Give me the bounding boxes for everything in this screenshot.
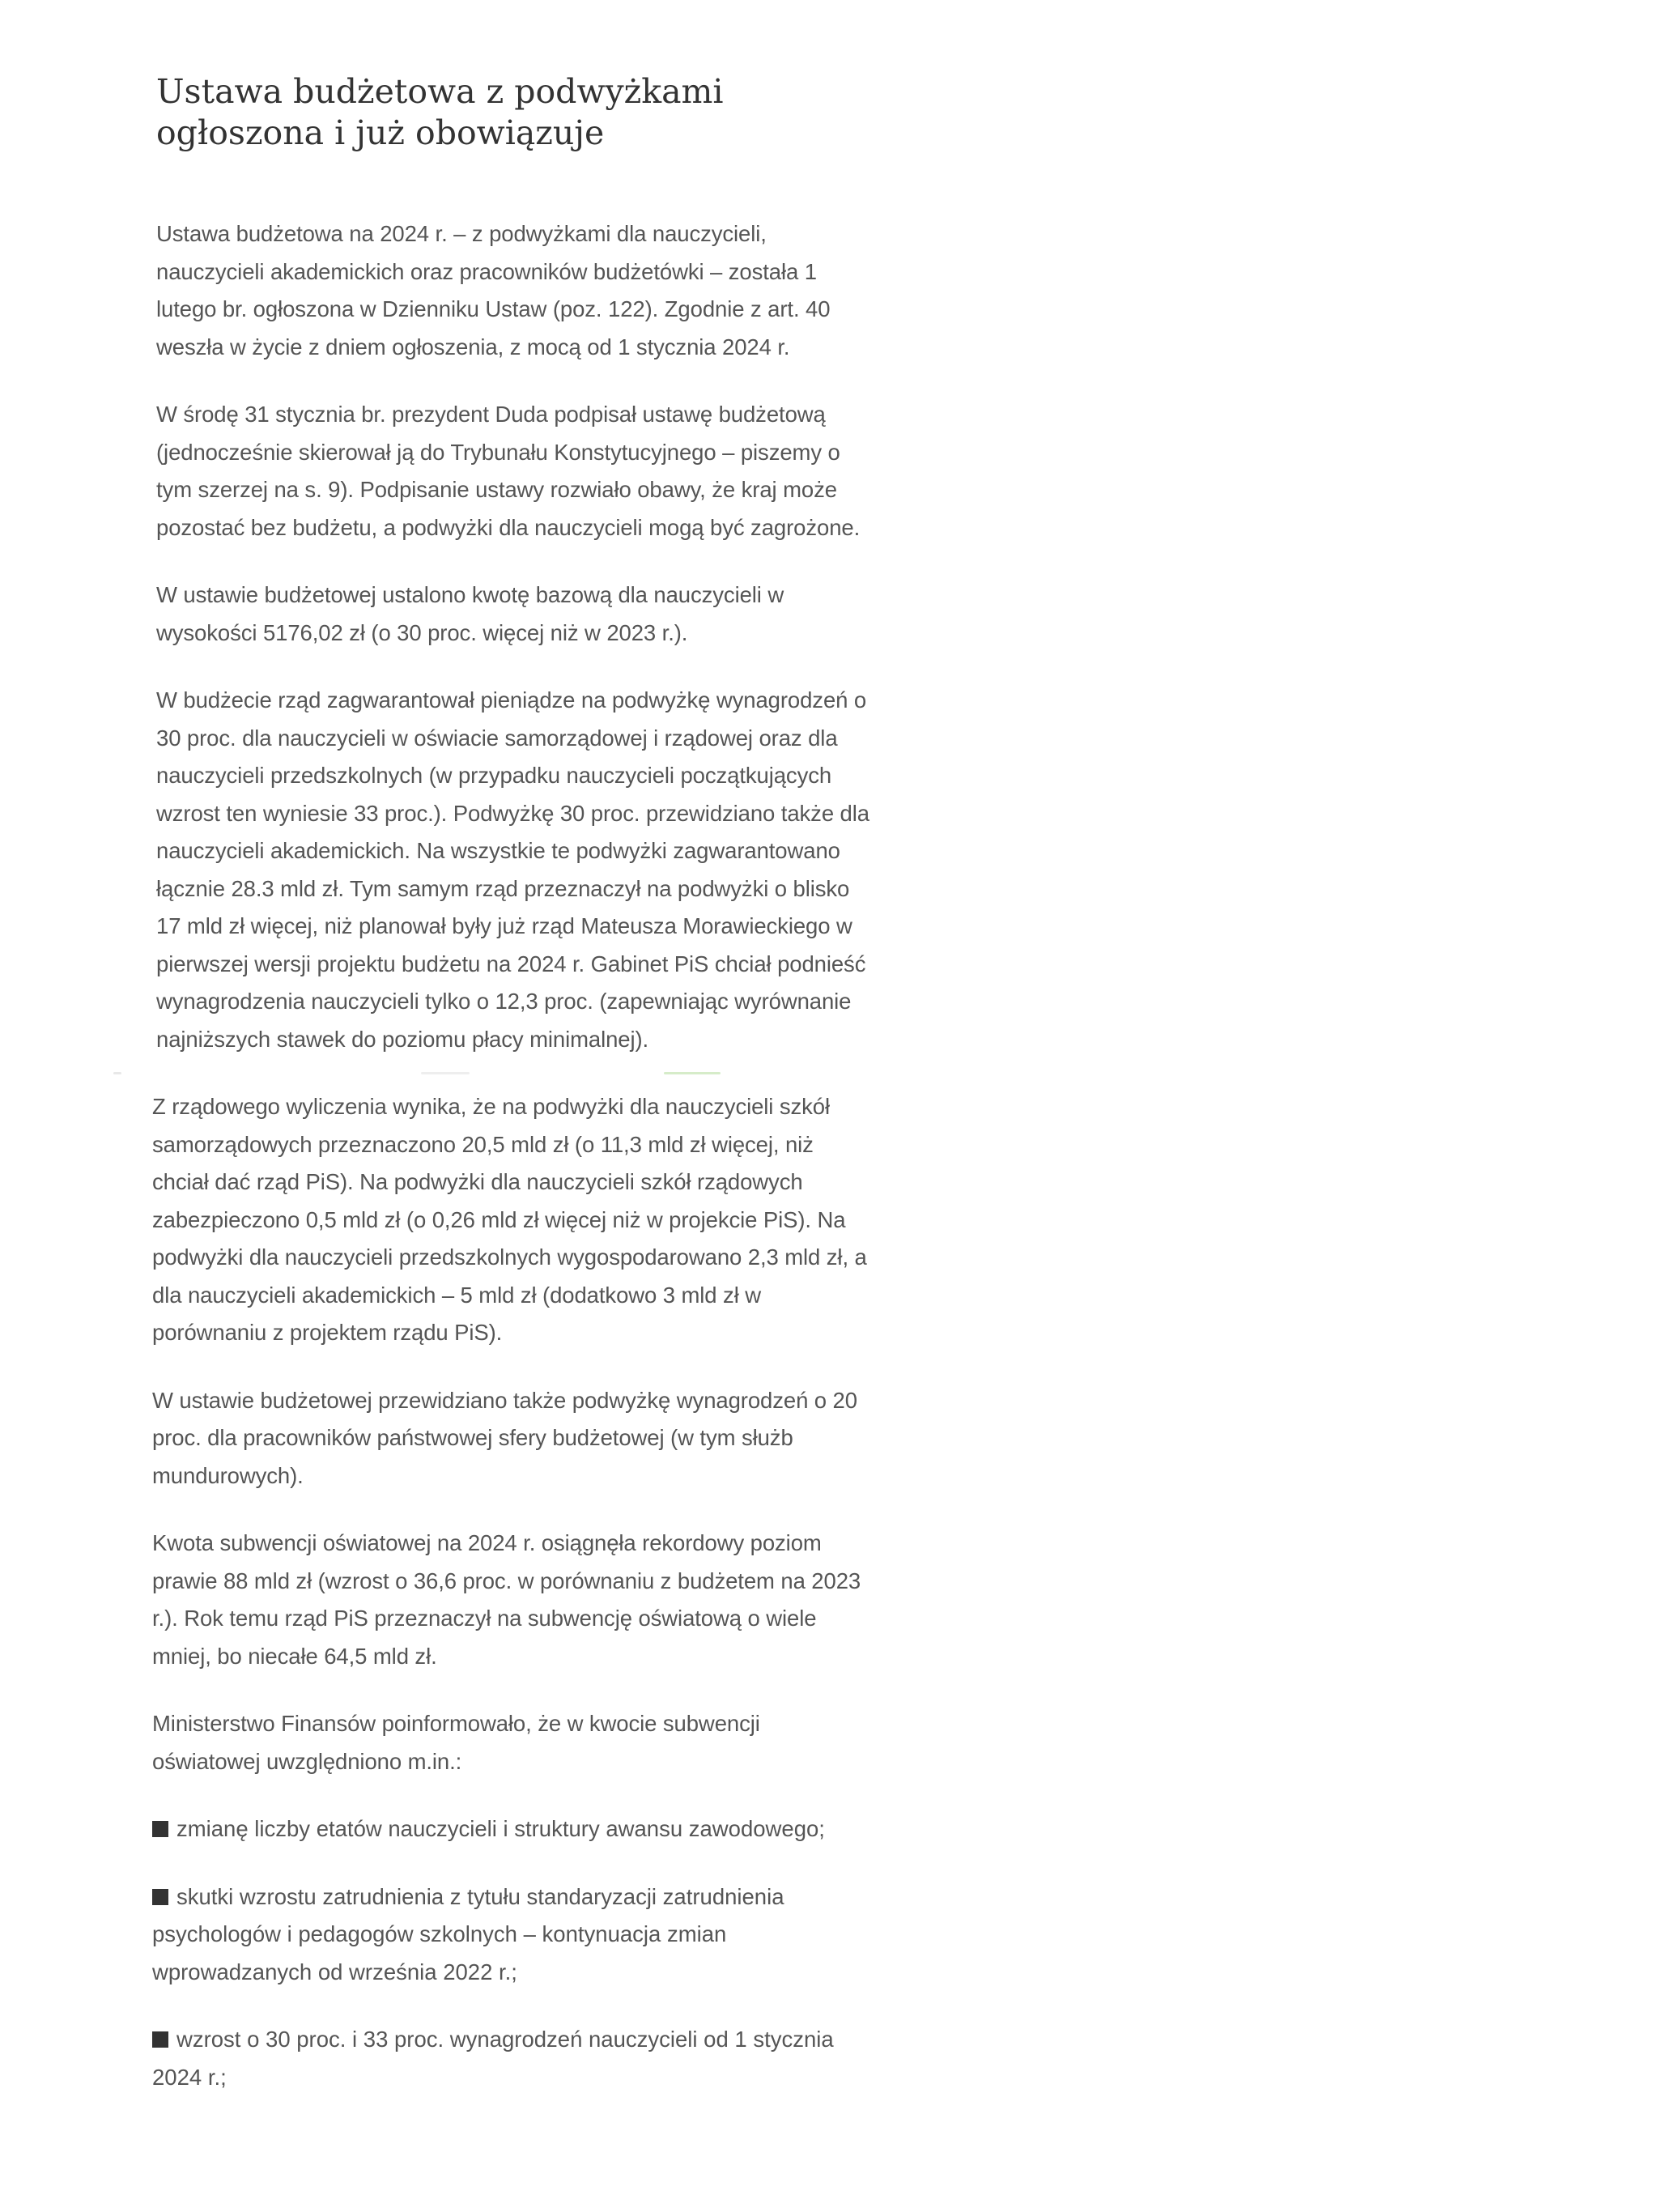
paragraph-2: W środę 31 stycznia br. prezydent Duda podpisał ustawę budżetową (jednocześnie skierował ją do Trybunału Konstytucyjnego – piszemy o tym szerzej na s. 9). Podpisanie ustawy rozwiało obawy, że kraj może pozostać bez budżetu, a podwyżki dla nauczycieli mogą być zagrożone. (156, 402, 861, 540)
paragraph-1: Ustawa budżetowa na 2024 r. – z podwyżkami dla nauczycieli, nauczycieli akademickich oraz pracowników budżetówki – została 1 lutego br. ogłoszona w Dzienniku Ustaw (poz. 122). Zgodnie z art. 40 weszła w życie z dniem ogłoszenia, z mocą od 1 stycznia 2024 r. (156, 221, 831, 359)
paragraph-7: Kwota subwencji oświatowej na 2024 r. osiągnęła rekordowy poziom prawie 88 mld zł (wzrost o 36,6 proc. w porównaniu z budżetem na 2023 r.). Rok temu rząd PiS przeznaczył na subwencję oświatową o wiele mniej, bo niecałe 64,5 mld zł. (152, 1530, 861, 1669)
paragraph-4: W budżecie rząd zagwarantował pieniądze na podwyżkę wynagrodzeń o 30 proc. dla nauczycieli w oświacie samorządowej i rządowej oraz dla nauczycieli przedszkolnych (w przypadku nauczycieli początkujących wzrost ten wyniesie 33 proc.). Podwyżkę 30 proc. przewidziano także dla nauczycieli akademickich. Na wszystkie te podwyżki zagwarantowano łącznie 28.3 mld zł. Tym samym rząd przeznaczył na podwyżki o blisko 17 mld zł więcej, niż planował były już rząd Mateusza Morawieckiego w pierwszej wersji projektu budżetu na 2024 r. Gabinet PiS chciał podnieść wynagrodzenia nauczycieli tylko o 12,3 proc. (zapewniając wyrównanie najniższych stawek do poziomu płacy minimalnej). (156, 687, 869, 1052)
paragraph-8: Ministerstwo Finansów poinformowało, że w kwocie subwencji oświatowej uwzględniono m.in.: (152, 1711, 760, 1774)
article-title: Ustawa budżetowa z podwyżkami ogłoszona i już obowiązuje (156, 72, 724, 152)
square-bullet-icon (152, 2031, 168, 2048)
square-bullet-icon (152, 1821, 168, 1837)
seam-accent-mark (664, 1072, 721, 1074)
paragraph-6: W ustawie budżetowej przewidziano także podwyżkę wynagrodzeń o 20 proc. dla pracowników państwowej sfery budżetowej (w tym służb mundurowych). (152, 1387, 857, 1488)
article-top (156, 71, 877, 1088)
list-item (152, 1810, 873, 1848)
list-item (152, 1878, 873, 1992)
article-bottom (152, 1088, 873, 2126)
square-bullet-icon (152, 1889, 168, 1905)
seam-mark (113, 1072, 121, 1074)
list-item (152, 2021, 873, 2096)
paragraph-5: Z rządowego wyliczenia wynika, że na podwyżki dla nauczycieli szkół samorządowych przeznaczono 20,5 mld zł (o 11,3 mld zł więcej, niż chciał dać rząd PiS). Na podwyżki dla nauczycieli szkół rządowych zabezpieczono 0,5 mld zł (o 0,26 mld zł więcej niż w projekcie PiS). Na podwyżki dla nauczycieli przedszkolnych wygospodarowano 2,3 mld zł, a dla nauczycieli akademickich – 5 mld zł (dodatkowo 3 mld zł w porównaniu z projektem rządu PiS). (152, 1094, 867, 1345)
seam-mark (421, 1072, 470, 1074)
list-item-text: wzrost o 30 proc. i 33 proc. wynagrodzeń nauczycieli od 1 stycznia 2024 r.; (152, 2027, 834, 2090)
paragraph-3: W ustawie budżetowej ustalono kwotę bazową dla nauczycieli w wysokości 5176,02 zł (o 30 proc. więcej niż w 2023 r.). (156, 582, 784, 645)
page-seam-decoration (113, 1072, 891, 1075)
list-item-text: zmianę liczby etatów nauczycieli i struktury awansu zawodowego; (176, 1816, 825, 1841)
list-item-text: skutki wzrostu zatrudnienia z tytułu standaryzacji zatrudnienia psychologów i pedagogów szkolnych – kontynuacja zmian wprowadzanych od września 2022 r.; (152, 1883, 784, 1984)
